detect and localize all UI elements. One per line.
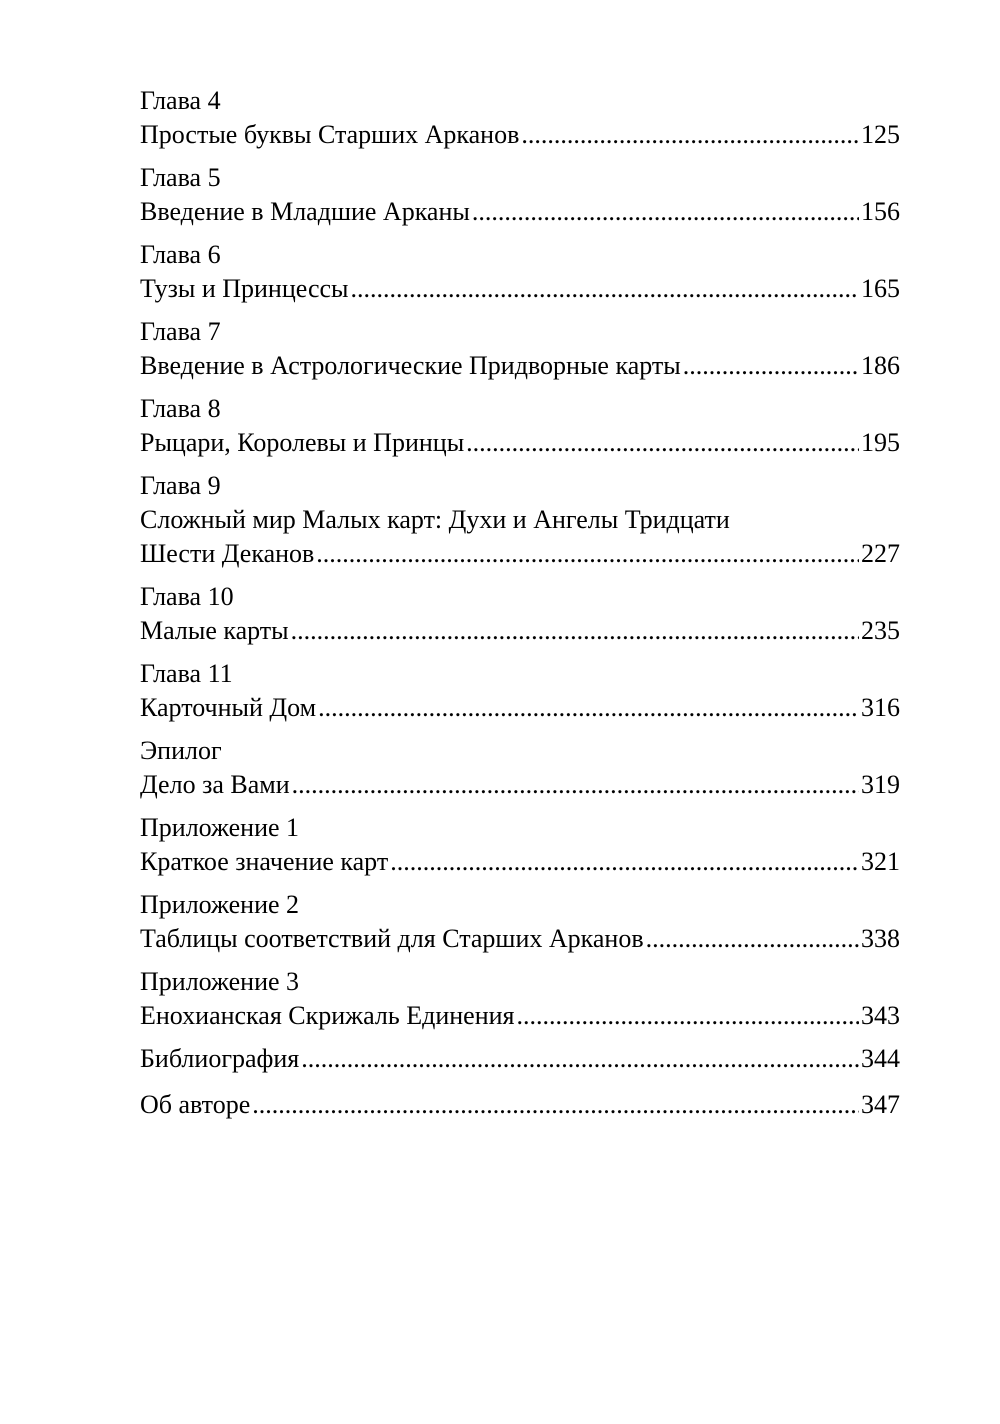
dot-leader (517, 999, 859, 1033)
toc-title: Простые буквы Старших Арканов (140, 120, 520, 149)
toc-page-number: 347 (861, 1090, 900, 1119)
dot-leader (646, 922, 859, 956)
toc-line[interactable] (140, 426, 900, 460)
toc-line[interactable] (140, 118, 900, 152)
toc-label: Эпилог (140, 736, 222, 765)
toc-entry-chapter-6 (140, 238, 900, 306)
dot-leader (291, 614, 859, 648)
toc-label: Глава 11 (140, 659, 233, 688)
toc-page-number: 344 (861, 1044, 900, 1073)
toc-page-number: 165 (861, 274, 900, 303)
toc-line[interactable] (140, 272, 900, 306)
toc-entry-chapter-10 (140, 580, 900, 648)
toc-title: Введение в Астрологические Придворные карты (140, 351, 681, 380)
toc-page-number: 319 (861, 770, 900, 799)
toc-page-number: 235 (861, 616, 900, 645)
toc-label: Глава 9 (140, 471, 221, 500)
toc-title: Введение в Младшие Арканы (140, 197, 470, 226)
dot-leader (351, 272, 860, 306)
toc-page-number: 343 (861, 1001, 900, 1030)
dot-leader (318, 691, 859, 725)
toc-page-number: 338 (861, 924, 900, 953)
toc-label: Глава 7 (140, 317, 221, 346)
toc-label: Приложение 3 (140, 967, 300, 996)
toc-line[interactable] (140, 349, 900, 383)
toc-title: Тузы и Принцессы (140, 274, 349, 303)
toc-entry-chapter-7 (140, 315, 900, 383)
toc-page-number: 227 (861, 539, 900, 568)
toc-line[interactable] (140, 691, 900, 725)
toc-title-line: Сложный мир Малых карт: Духи и Ангелы Тридцати (140, 505, 730, 534)
toc-label: Приложение 2 (140, 890, 300, 919)
toc-entry-appendix-2 (140, 888, 900, 956)
toc-line[interactable] (140, 614, 900, 648)
toc-title: Шести Деканов (140, 539, 315, 568)
toc-title: Карточный Дом (140, 693, 317, 722)
toc-title: Краткое значение карт (140, 847, 389, 876)
toc-label: Глава 6 (140, 240, 221, 269)
toc-page-number: 156 (861, 197, 900, 226)
dot-leader (472, 195, 859, 229)
toc-page-number: 316 (861, 693, 900, 722)
toc-line[interactable] (140, 845, 900, 879)
toc-title: Малые карты (140, 616, 289, 645)
toc-label: Глава 5 (140, 163, 221, 192)
toc-label: Приложение 1 (140, 813, 300, 842)
dot-leader (252, 1088, 859, 1122)
toc-entry-chapter-5 (140, 161, 900, 229)
toc-entry-bibliography (140, 1042, 900, 1076)
toc-entry-chapter-9 (140, 469, 900, 571)
toc-entry-epilogue (140, 734, 900, 802)
toc-title: Дело за Вами (140, 770, 290, 799)
toc-title: Рыцари, Королевы и Принцы (140, 428, 465, 457)
toc-label: Глава 4 (140, 86, 221, 115)
toc-line[interactable] (140, 922, 900, 956)
dot-leader (301, 1042, 859, 1076)
table-of-contents (140, 84, 900, 1134)
dot-leader (292, 768, 859, 802)
dot-leader (316, 537, 859, 571)
dot-leader (521, 118, 859, 152)
toc-page-number: 125 (861, 120, 900, 149)
dot-leader (390, 845, 859, 879)
toc-page-number: 186 (861, 351, 900, 380)
toc-line[interactable] (140, 768, 900, 802)
toc-entry-chapter-8 (140, 392, 900, 460)
toc-entry-about-author (140, 1088, 900, 1122)
toc-label: Глава 8 (140, 394, 221, 423)
toc-title: Енохианская Скрижаль Единения (140, 1001, 515, 1030)
toc-line[interactable] (140, 1088, 900, 1122)
toc-entry-appendix-1 (140, 811, 900, 879)
toc-line[interactable] (140, 999, 900, 1033)
toc-label: Глава 10 (140, 582, 234, 611)
toc-title: Библиография (140, 1044, 300, 1073)
toc-page-number: 195 (861, 428, 900, 457)
toc-page-number: 321 (861, 847, 900, 876)
dot-leader (466, 426, 859, 460)
toc-line[interactable] (140, 537, 900, 571)
toc-title: Об авторе (140, 1090, 251, 1119)
toc-entry-appendix-3 (140, 965, 900, 1033)
dot-leader (683, 349, 859, 383)
toc-title: Таблицы соответствий для Старших Арканов (140, 924, 644, 953)
toc-line[interactable] (140, 1042, 900, 1076)
toc-entry-chapter-11 (140, 657, 900, 725)
toc-line[interactable] (140, 195, 900, 229)
toc-entry-chapter-4 (140, 84, 900, 152)
